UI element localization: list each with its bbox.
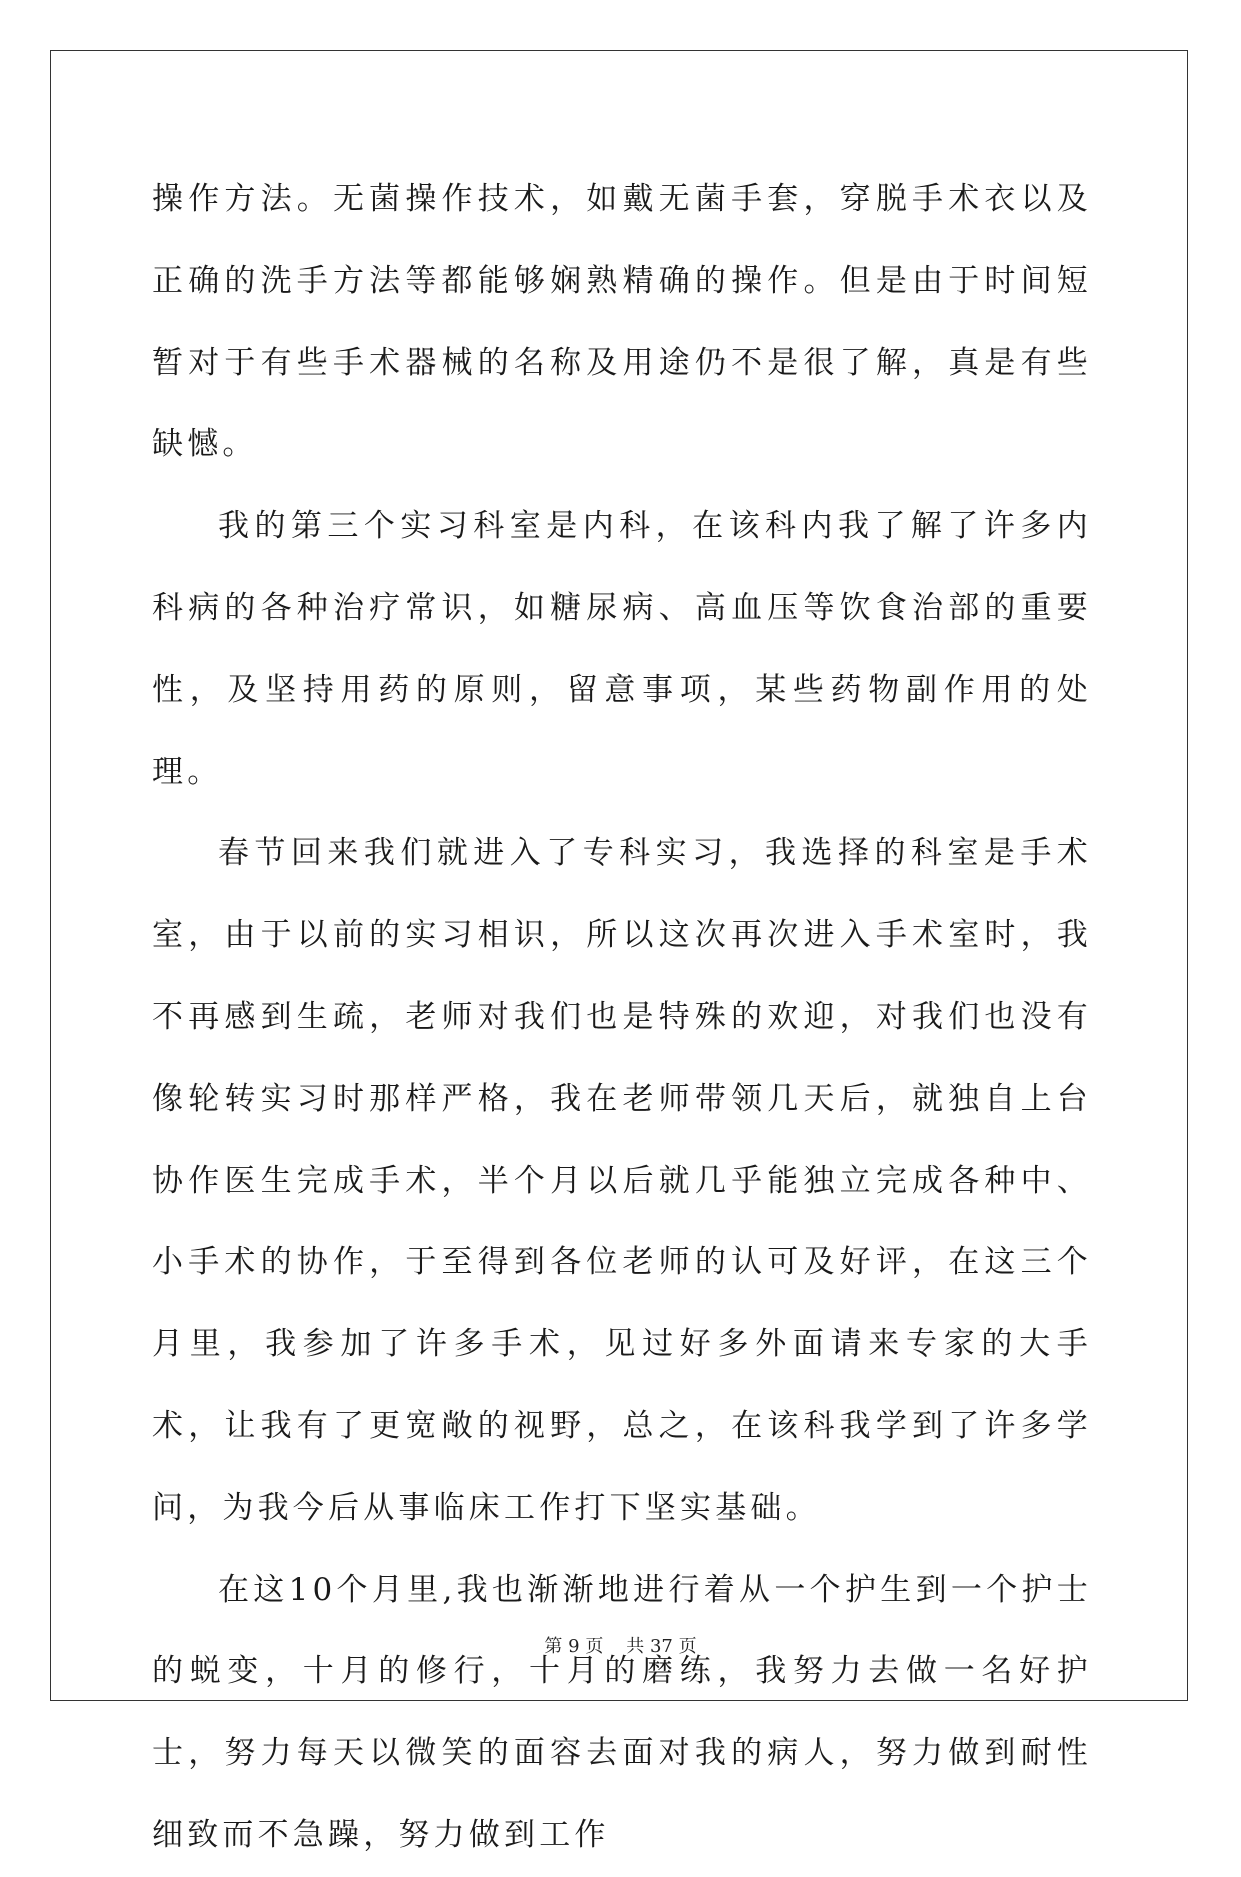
page-number: 第 9 页	[544, 1636, 604, 1657]
document-body	[152, 159, 1092, 1877]
page-footer	[0, 1632, 1241, 1658]
paragraph-3: 春节回来我们就进入了专科实习，我选择的科室是手术室，由于以前的实习相识，所以这次再次进入手术室时，我不再感到生疏，老师对我们也是特殊的欢迎，对我们也没有像轮转实习时那样严格，我在老师带领几天后，就独自上台协作医生完成手术，半个月以后就几乎能独立完成各种中、小手术的协作，于至得到各位老师的认可及好评，在这三个月里，我参加了许多手术，见过好多外面请来专家的大手术，让我有了更宽敞的视野，总之，在该科我学到了许多学问，为我今后从事临床工作打下坚实基础。	[152, 835, 1092, 1526]
paragraph-2: 我的第三个实习科室是内科，在该科内我了解了许多内科病的各种治疗常识，如糖尿病、高血压等饮食治部的重要性，及坚持用药的原则，留意事项，某些药物副作用的处理。	[152, 508, 1092, 790]
page-total: 共 37 页	[626, 1636, 697, 1657]
paragraph-1: 操作方法。无菌操作技术，如戴无菌手套，穿脱手术衣以及正确的洗手方法等都能够娴熟精确的操作。但是由于时间短暂对于有些手术器械的名称及用途仍不是很了解，真是有些缺憾。	[152, 181, 1092, 463]
paragraph-4: 在这10个月里,我也渐渐地进行着从一个护生到一个护士的蜕变，十月的修行，十月的磨练，我努力去做一名好护士，努力每天以微笑的面容去面对我的病人，努力做到耐性细致而不急躁，努力做到工作	[152, 1571, 1092, 1853]
